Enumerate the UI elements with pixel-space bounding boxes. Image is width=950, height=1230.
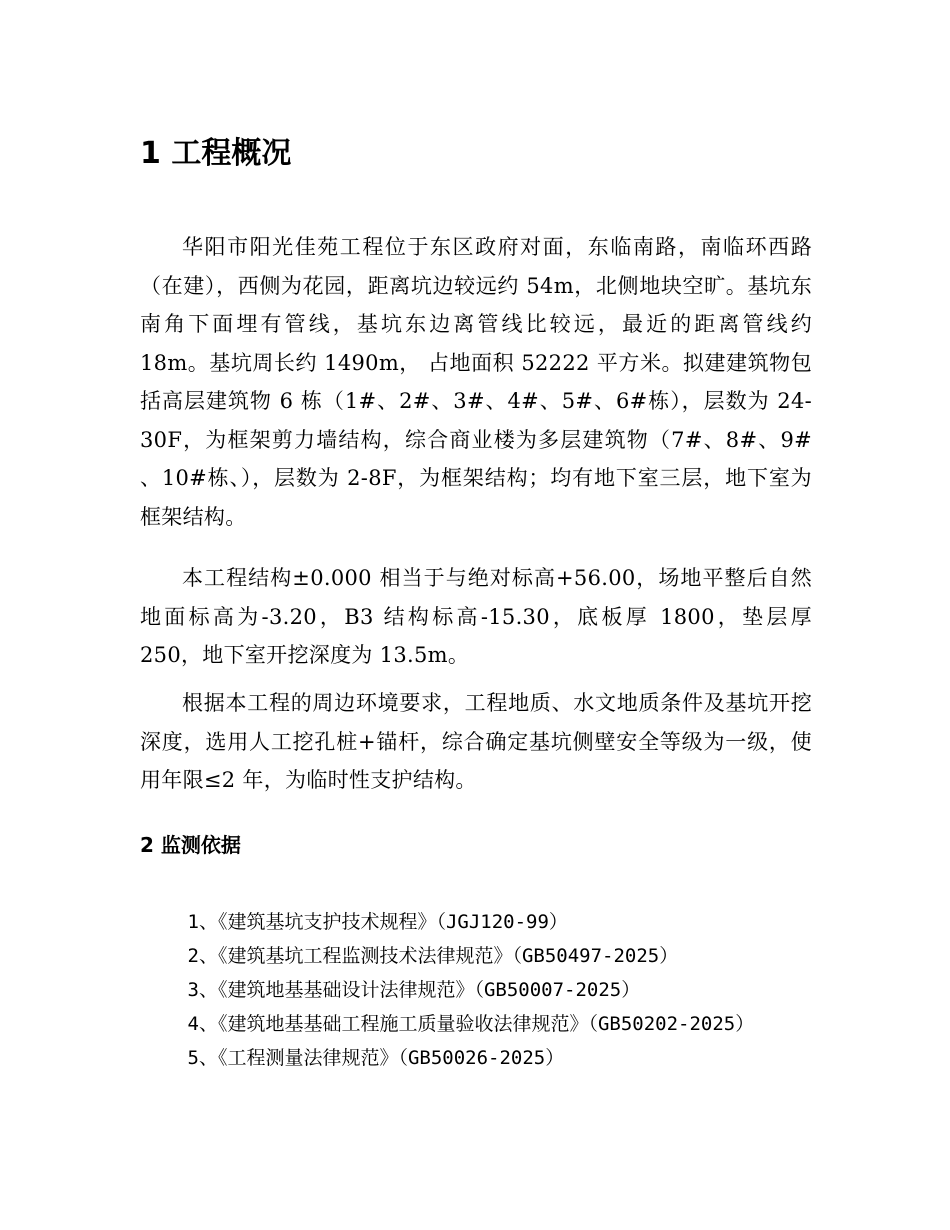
section-heading-monitoring-basis: 2 监测依据 (140, 833, 241, 857)
paragraph-project-location: 华阳市阳光佳苑工程位于东区政府对面，东临南路，南临环西路（在建），西侧为花园，距离坑边较远约 54m，北侧地块空旷。基坑东南角下面埋有管线，基坑东边离管线比较远，最近的距离管线约 18m。基坑周长约 1490m， 占地面积 52222 平方米。拟建建筑物包括高层建筑物 6 栋（1#、2#、3#、4#、5#、6#栋），层数为 24-30F，为框架剪力墙结构，综合商业楼为多层建筑物（7#、8#、9# 、10#栋、），层数为 2-8F，为框架结构；均有地下室三层，地下室为框架结构。 (140, 235, 812, 529)
reference-item: 3、《建筑地基基础设计法律规范》（GB50007-2025） (187, 979, 641, 1001)
reference-item: 2、《建筑基坑工程监测技术法律规范》（GB50497-2025） (187, 945, 679, 967)
reference-item: 1、《建筑基坑支护技术规程》（JGJ120-99） (187, 911, 568, 933)
section-heading-overview: 1 工程概况 (140, 136, 292, 171)
paragraph-elevation: 本工程结构±0.000 相当于与绝对标高+56.00，场地平整后自然地面标高为-3.20，B3 结构标高-15.30，底板厚 1800，垫层厚 250，地下室开挖深度为 13.5m。 (140, 566, 812, 667)
reference-item: 4、《建筑地基基础工程施工质量验收法律规范》（GB50202-2025） (187, 1013, 755, 1035)
paragraph-support-structure: 根据本工程的周边环境要求，工程地质、水文地质条件及基坑开挖深度，选用人工挖孔桩+锚杆，综合确定基坑侧壁安全等级为一级，使用年限≤2 年，为临时性支护结构。 (140, 691, 812, 792)
reference-list (140, 905, 812, 1075)
reference-item: 5、《工程测量法律规范》（GB50026-2025） (187, 1047, 565, 1069)
